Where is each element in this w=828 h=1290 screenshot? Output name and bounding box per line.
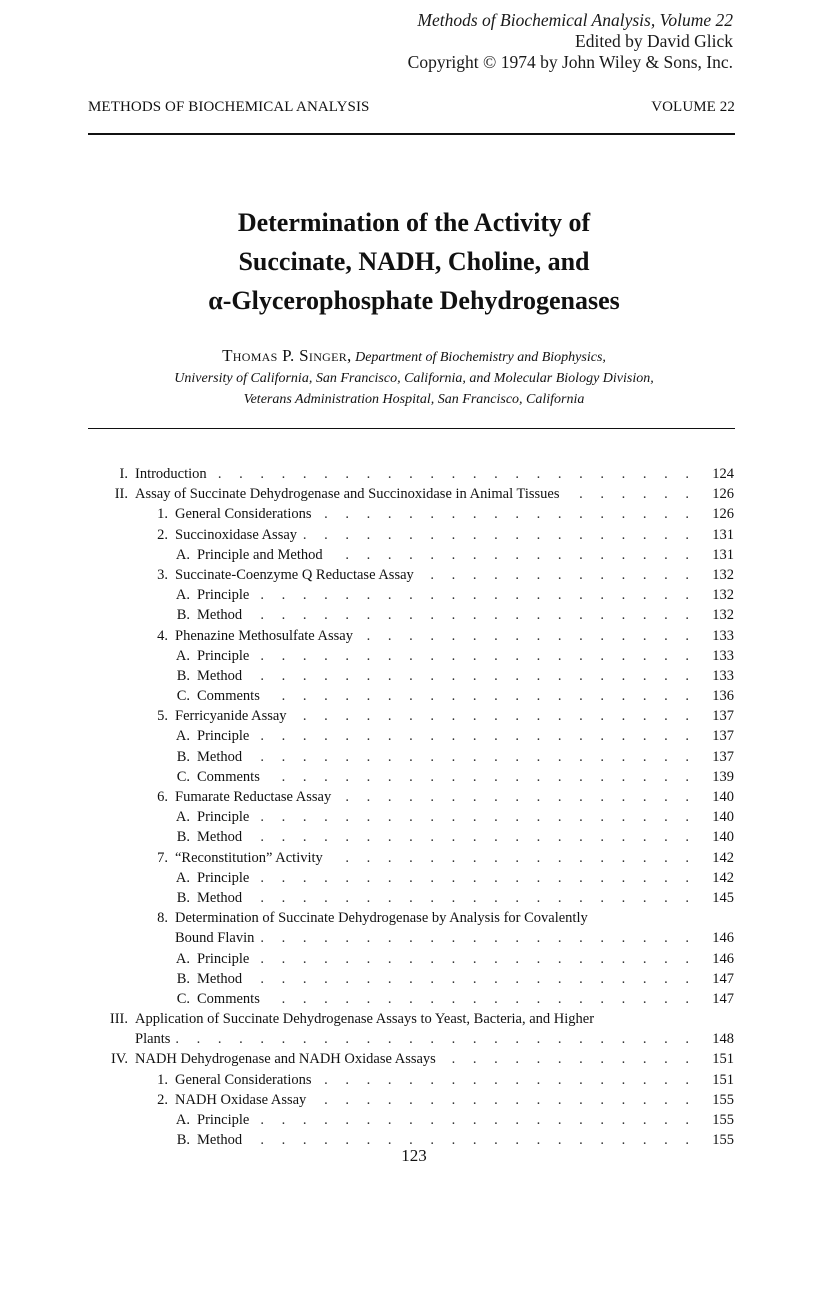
publication-info bbox=[408, 10, 733, 73]
toc-entry-number: A. bbox=[175, 546, 190, 563]
toc-entry[interactable] bbox=[100, 1009, 734, 1029]
toc-entry-page: 140 bbox=[712, 809, 734, 826]
toc-entry-label: Phenazine Methosulfate Assay bbox=[175, 627, 353, 644]
dot-leader bbox=[246, 605, 696, 625]
dot-leader bbox=[246, 666, 696, 686]
dot-leader bbox=[357, 626, 696, 646]
toc-entry-label: Succinoxidase Assay bbox=[175, 526, 298, 543]
toc-entry-label: Method bbox=[197, 889, 243, 906]
toc-entry-page: 126 bbox=[712, 506, 734, 523]
dot-leader bbox=[440, 1049, 696, 1069]
toc-entry-page: 148 bbox=[712, 1031, 734, 1048]
toc-entry-label: Introduction bbox=[135, 466, 207, 482]
dot-leader bbox=[246, 969, 696, 989]
dot-leader bbox=[253, 868, 696, 888]
dot-leader bbox=[327, 848, 696, 868]
toc-entry-number: 8. bbox=[157, 910, 168, 927]
toc-entry-number: B. bbox=[176, 667, 190, 684]
dot-leader bbox=[211, 464, 696, 484]
toc-entry-page: 126 bbox=[712, 486, 734, 503]
toc-entry-page: 140 bbox=[712, 829, 734, 846]
toc-entry-page: 131 bbox=[712, 526, 734, 543]
toc-entry-number: 3. bbox=[157, 566, 168, 583]
dot-leader bbox=[253, 726, 696, 746]
dot-leader bbox=[335, 787, 696, 807]
toc-entry-label: General Considerations bbox=[175, 1071, 312, 1088]
toc-entry-page: 155 bbox=[712, 1112, 734, 1128]
toc-entry-page: 139 bbox=[712, 768, 734, 785]
toc-entry[interactable] bbox=[100, 605, 734, 625]
dot-leader bbox=[253, 585, 696, 605]
toc-entry-page: 151 bbox=[712, 1071, 734, 1088]
toc-entry-page: 133 bbox=[712, 627, 734, 644]
toc-entry-continuation[interactable] bbox=[100, 928, 734, 948]
toc-entry-label: Assay of Succinate Dehydrogenase and Succinoxidase in Animal Tissues bbox=[135, 486, 560, 503]
toc-entry-number: III. bbox=[109, 1011, 128, 1028]
toc-entry-number: C. bbox=[176, 768, 190, 785]
toc-entry-number: A. bbox=[175, 1112, 190, 1128]
dot-leader bbox=[246, 888, 696, 908]
toc-entry-number: B. bbox=[176, 748, 190, 765]
toc-entry-page: 151 bbox=[712, 1051, 734, 1068]
toc-entry-label: Fumarate Reductase Assay bbox=[175, 789, 332, 805]
table-of-contents bbox=[100, 464, 734, 1150]
toc-entry-number: I. bbox=[119, 466, 128, 482]
toc-entry[interactable] bbox=[100, 525, 734, 545]
toc-entry-label: Method bbox=[197, 829, 243, 846]
toc-entry[interactable] bbox=[100, 949, 734, 969]
toc-entry-page: 155 bbox=[712, 1091, 734, 1108]
toc-entry-number: 7. bbox=[157, 849, 168, 866]
affiliation-line-1: Department of Biochemistry and Biophysics, bbox=[355, 350, 606, 365]
toc-entry-number: A. bbox=[175, 647, 190, 664]
toc-entry[interactable] bbox=[100, 888, 734, 908]
toc-entry-number: A. bbox=[175, 587, 190, 604]
toc-entry-label: Method bbox=[197, 748, 243, 765]
toc-entry-label: General Considerations bbox=[175, 506, 312, 523]
dot-leader bbox=[418, 565, 696, 585]
dot-leader bbox=[253, 949, 696, 969]
toc-entry[interactable] bbox=[100, 1049, 734, 1069]
toc-entry[interactable] bbox=[100, 726, 734, 746]
dot-leader bbox=[253, 807, 696, 827]
toc-entry-page: 155 bbox=[712, 1132, 734, 1149]
toc-entry-page: 145 bbox=[712, 889, 734, 906]
toc-entry[interactable] bbox=[100, 767, 734, 787]
running-head-volume: VOLUME 22 bbox=[651, 99, 735, 115]
toc-entry[interactable] bbox=[100, 1110, 734, 1130]
toc-entry-label: Principle bbox=[197, 647, 250, 664]
toc-entry-page: 132 bbox=[712, 587, 734, 604]
toc-entry[interactable] bbox=[100, 868, 734, 888]
toc-entry-label: Succinate-Coenzyme Q Reductase Assay bbox=[175, 566, 414, 583]
editor-line: Edited by David Glick bbox=[575, 31, 733, 51]
dot-leader bbox=[264, 767, 696, 787]
toc-entry-page: 137 bbox=[712, 708, 734, 725]
toc-entry[interactable] bbox=[100, 666, 734, 686]
running-head-series: METHODS OF BIOCHEMICAL ANALYSIS bbox=[88, 99, 370, 115]
toc-entry-label: Principle bbox=[197, 587, 250, 604]
toc-entry-number: 2. bbox=[157, 1091, 168, 1108]
toc-entry[interactable] bbox=[100, 504, 734, 524]
toc-entry-page: 140 bbox=[712, 789, 734, 805]
toc-entry[interactable] bbox=[100, 1070, 734, 1090]
toc-entry-number: A. bbox=[175, 809, 190, 826]
dot-leader bbox=[316, 1070, 696, 1090]
toc-entry[interactable] bbox=[100, 706, 734, 726]
toc-entry-label: Principle bbox=[197, 809, 250, 826]
dot-leader bbox=[258, 928, 696, 948]
toc-entry-label: NADH Dehydrogenase and NADH Oxidase Assays bbox=[135, 1051, 436, 1068]
indent-spacer bbox=[100, 1029, 135, 1049]
toc-entry-page: 132 bbox=[712, 566, 734, 583]
toc-entry-page: 136 bbox=[712, 688, 734, 705]
toc-entry-label: Comments bbox=[197, 688, 260, 705]
page-number: 123 bbox=[401, 1146, 427, 1165]
dot-leader bbox=[246, 827, 696, 847]
author-name: Thomas P. Singer, bbox=[222, 346, 352, 365]
toc-entry-label: Comments bbox=[197, 990, 260, 1007]
toc-entry-number: 5. bbox=[157, 708, 168, 725]
toc-entry-label: Principle and Method bbox=[197, 546, 323, 563]
toc-entry[interactable] bbox=[100, 969, 734, 989]
toc-entry[interactable] bbox=[100, 908, 734, 928]
toc-entry-number: 1. bbox=[157, 1071, 168, 1088]
copyright-line: Copyright © 1974 by John Wiley & Sons, Inc. bbox=[407, 52, 733, 72]
toc-entry-number: IV. bbox=[110, 1051, 128, 1068]
dot-leader bbox=[327, 545, 696, 565]
dot-leader bbox=[264, 989, 696, 1009]
toc-entry-label: Principle bbox=[197, 950, 250, 967]
toc-entry-label: “Reconstitution” Activity bbox=[175, 849, 323, 866]
indent-spacer bbox=[100, 928, 175, 948]
author-block bbox=[0, 345, 828, 410]
toc-entry-label: NADH Oxidase Assay bbox=[175, 1091, 307, 1108]
toc-entry-number: B. bbox=[176, 607, 190, 624]
toc-entry-number: II. bbox=[114, 486, 128, 503]
toc-entry-label: Comments bbox=[197, 768, 260, 785]
toc-entry-label: Method bbox=[197, 607, 243, 624]
dot-leader bbox=[291, 706, 696, 726]
toc-entry[interactable] bbox=[100, 787, 734, 807]
toc-entry[interactable] bbox=[100, 545, 734, 565]
toc-entry-page: 132 bbox=[712, 607, 734, 624]
toc-entry[interactable] bbox=[100, 626, 734, 646]
toc-entry-number: C. bbox=[176, 990, 190, 1007]
toc-entry-label: Method bbox=[197, 667, 243, 684]
title-line-2: Succinate, NADH, Choline, and bbox=[238, 247, 590, 276]
toc-entry-number: B. bbox=[176, 970, 190, 987]
toc-entry-number: B. bbox=[176, 829, 190, 846]
toc-entry-label-continued: Bound Flavin bbox=[175, 930, 255, 947]
toc-entry-number: A. bbox=[175, 728, 190, 745]
toc-entry-page: 124 bbox=[712, 466, 734, 482]
toc-entry-label: Principle bbox=[197, 1112, 250, 1128]
toc-entry-label: Method bbox=[197, 1132, 243, 1149]
toc-entry-page: 147 bbox=[712, 970, 734, 987]
title-line-1: Determination of the Activity of bbox=[237, 208, 591, 237]
toc-entry-page: 146 bbox=[712, 950, 734, 967]
toc-entry-page: 137 bbox=[712, 748, 734, 765]
toc-entry-number: 1. bbox=[157, 506, 168, 523]
toc-entry-page: 133 bbox=[712, 647, 734, 664]
dot-leader bbox=[316, 504, 696, 524]
dot-leader bbox=[253, 1110, 696, 1130]
toc-entry-number: B. bbox=[176, 889, 190, 906]
toc-entry-number: A. bbox=[175, 869, 190, 886]
dot-leader bbox=[246, 747, 696, 767]
toc-entry-label: Determination of Succinate Dehydrogenase by Analysis for Covalently bbox=[175, 910, 588, 927]
toc-entry-label: Principle bbox=[197, 728, 250, 745]
toc-entry[interactable] bbox=[100, 848, 734, 868]
toc-entry-number: A. bbox=[175, 950, 190, 967]
toc-entry-label: Application of Succinate Dehydrogenase Assays to Yeast, Bacteria, and Higher bbox=[135, 1011, 595, 1028]
toc-entry[interactable] bbox=[100, 565, 734, 585]
toc-entry[interactable] bbox=[100, 827, 734, 847]
toc-entry[interactable] bbox=[100, 807, 734, 827]
toc-entry-number: 2. bbox=[157, 526, 168, 543]
toc-entry-page: 131 bbox=[712, 546, 734, 563]
toc-entry-label: Ferricyanide Assay bbox=[175, 708, 287, 725]
toc-entry-page: 142 bbox=[712, 869, 734, 886]
dot-leader bbox=[563, 484, 696, 504]
toc-entry-number: 4. bbox=[157, 627, 168, 644]
running-head bbox=[88, 99, 735, 116]
toc-entry[interactable] bbox=[100, 464, 734, 484]
toc-entry[interactable] bbox=[100, 1090, 734, 1110]
chapter-title bbox=[0, 203, 828, 320]
toc-entry[interactable] bbox=[100, 989, 734, 1009]
toc-entry-page: 137 bbox=[712, 728, 734, 745]
toc-entry-label: Method bbox=[197, 970, 243, 987]
toc-entry[interactable] bbox=[100, 747, 734, 767]
toc-entry-label: Principle bbox=[197, 869, 250, 886]
toc-entry-continuation[interactable] bbox=[100, 1029, 734, 1049]
toc-entry-page: 147 bbox=[712, 990, 734, 1007]
header-rule bbox=[88, 133, 735, 135]
toc-entry-page: 133 bbox=[712, 667, 734, 684]
series-volume: Methods of Biochemical Analysis, Volume 22 bbox=[417, 10, 733, 30]
toc-entry-number: 6. bbox=[157, 789, 168, 805]
toc-entry[interactable] bbox=[100, 686, 734, 706]
dot-leader bbox=[301, 525, 696, 545]
toc-entry-number: B. bbox=[176, 1132, 190, 1149]
toc-entry-label-continued: Plants bbox=[135, 1031, 171, 1048]
dot-leader bbox=[264, 686, 696, 706]
toc-top-rule bbox=[88, 428, 735, 429]
toc-entry-page: 146 bbox=[712, 930, 734, 947]
dot-leader bbox=[253, 646, 696, 666]
dot-leader bbox=[310, 1090, 696, 1110]
toc-entry[interactable] bbox=[100, 484, 734, 504]
toc-entry-number: C. bbox=[176, 688, 190, 705]
toc-entry-page: 142 bbox=[712, 849, 734, 866]
affiliation-line-2: University of California, San Francisco, California, and Molecular Biology Division, bbox=[174, 371, 654, 386]
affiliation-line-3: Veterans Administration Hospital, San Francisco, California bbox=[243, 392, 585, 407]
dot-leader bbox=[174, 1029, 696, 1049]
title-line-3: α-Glycerophosphate Dehydrogenases bbox=[208, 286, 620, 315]
toc-entry[interactable] bbox=[100, 585, 734, 605]
toc-entry[interactable] bbox=[100, 646, 734, 666]
